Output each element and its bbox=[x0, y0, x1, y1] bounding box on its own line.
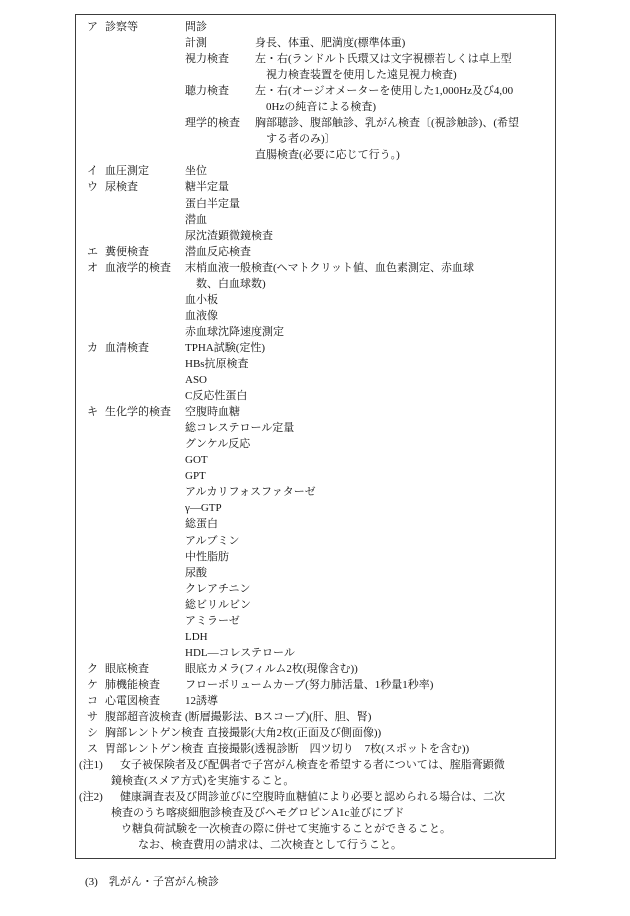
table-line bbox=[76, 565, 555, 581]
table-line bbox=[76, 163, 555, 179]
table-cell-nlab: (注2) bbox=[79, 791, 103, 804]
table-line bbox=[76, 420, 555, 436]
table-line bbox=[76, 308, 555, 324]
table-line bbox=[76, 340, 555, 356]
table-cell-cat: 胸部レントゲン検査 bbox=[105, 727, 204, 740]
table-cell-label: ウ bbox=[87, 181, 98, 194]
table-line bbox=[76, 789, 555, 805]
table-cell-item: 眼底カメラ(フィルム2枚(現像含む)) bbox=[185, 662, 358, 675]
table-line bbox=[76, 388, 555, 404]
table-line bbox=[76, 709, 555, 725]
table-line bbox=[76, 629, 555, 645]
table-cell-item: GPT bbox=[185, 470, 206, 483]
table-cell-item: 糖半定量 bbox=[185, 181, 229, 194]
table-line bbox=[76, 404, 555, 420]
exam-items-border-box bbox=[75, 14, 556, 859]
exam-table-body bbox=[76, 19, 555, 853]
table-cell-cat: 血液学的検査 bbox=[105, 261, 171, 274]
table-line bbox=[76, 484, 555, 500]
table-line bbox=[76, 356, 555, 372]
table-cell-detc: する者のみ)〕 bbox=[266, 133, 336, 146]
table-line bbox=[76, 741, 555, 757]
table-cell-item: 総蛋白 bbox=[185, 518, 218, 531]
table-cell-det: 身長、体重、肥満度(標準体重) bbox=[255, 37, 406, 50]
table-cell-item: GOT bbox=[185, 454, 208, 467]
table-cell-item: アルカリフォスファターゼ bbox=[185, 486, 316, 499]
table-cell-item: グンケル反応 bbox=[185, 438, 251, 451]
table-line bbox=[76, 276, 555, 292]
table-cell-label: エ bbox=[87, 245, 98, 258]
table-line bbox=[76, 693, 555, 709]
table-line bbox=[76, 51, 555, 67]
table-line bbox=[76, 436, 555, 452]
table-cell-label: シ bbox=[87, 727, 98, 740]
table-cell-det: 胸部聴診、腹部触診、乳がん検査〔(視診触診)、(希望 bbox=[255, 117, 519, 130]
table-line bbox=[76, 228, 555, 244]
table-cell-item: クレアチニン bbox=[185, 582, 251, 595]
table-cell-item: 潜血反応検査 bbox=[185, 245, 251, 258]
table-cell-nlab: (注1) bbox=[79, 759, 103, 772]
table-cell-item2: 直接撮影(透視診断 四ツ切り 7枚(スポットを含む)) bbox=[207, 743, 470, 756]
table-line bbox=[76, 500, 555, 516]
table-cell-cat: 心電図検査 bbox=[105, 694, 160, 707]
table-cell-det: 直腸検査(必要に応じて行う。) bbox=[255, 149, 400, 162]
table-cell-item: 12誘導 bbox=[185, 694, 218, 707]
table-cell-item: 視力検査 bbox=[185, 53, 229, 66]
table-cell-label: ア bbox=[87, 21, 98, 33]
table-cell-item: 中性脂肪 bbox=[185, 550, 229, 563]
table-cell-nc1: 検査のうち喀痰細胞診検査及びヘモグロビンA1c並びにブド bbox=[111, 807, 405, 820]
table-line bbox=[76, 805, 555, 821]
table-line bbox=[76, 115, 555, 131]
table-cell-cat: 胃部レントゲン検査 bbox=[105, 743, 204, 756]
table-line bbox=[76, 324, 555, 340]
table-cell-item: アミラーゼ bbox=[185, 614, 240, 627]
table-line bbox=[76, 19, 555, 35]
table-cell-detc: 0Hzの純音による検査) bbox=[266, 101, 376, 114]
table-cell-cat: 生化学的検査 bbox=[105, 406, 171, 419]
table-line bbox=[76, 35, 555, 51]
table-cell-item: 坐位 bbox=[185, 165, 207, 178]
table-cell-cat: 腹部超音波検査 bbox=[105, 711, 182, 724]
table-line bbox=[76, 549, 555, 565]
table-line bbox=[76, 581, 555, 597]
table-cell-item: 赤血球沈降速度測定 bbox=[185, 325, 284, 338]
table-cell-item: HDL―コレステロール bbox=[185, 646, 295, 659]
table-cell-item: ASO bbox=[185, 374, 208, 387]
table-cell-item: アルブミン bbox=[185, 534, 240, 547]
table-line bbox=[76, 196, 555, 212]
table-cell-label: カ bbox=[87, 341, 98, 354]
table-line bbox=[76, 821, 555, 837]
table-line bbox=[76, 99, 555, 115]
table-cell-item: LDH bbox=[185, 630, 208, 643]
table-cell-label: コ bbox=[87, 694, 98, 707]
table-line bbox=[76, 725, 555, 741]
table-line bbox=[76, 645, 555, 661]
table-line bbox=[76, 661, 555, 677]
table-cell-detc: 視力検査装置を使用した遠見視力検査) bbox=[266, 69, 457, 82]
table-cell-item: 空腹時血糖 bbox=[185, 406, 240, 419]
table-cell-item: 血液像 bbox=[185, 309, 218, 322]
table-line bbox=[76, 260, 555, 276]
table-cell-item: 蛋白半定量 bbox=[185, 197, 240, 210]
table-cell-itemc: 数、白血球数) bbox=[196, 277, 266, 290]
table-line bbox=[76, 757, 555, 773]
table-line bbox=[76, 131, 555, 147]
table-cell-nc3: なお、検査費用の請求は、二次検査として行うこと。 bbox=[138, 839, 402, 852]
table-cell-label: ケ bbox=[87, 678, 98, 691]
table-line bbox=[76, 613, 555, 629]
table-line bbox=[76, 516, 555, 532]
table-cell-item: フローボリュームカーブ(努力肺活量、1秒量1秒率) bbox=[185, 678, 434, 691]
table-cell-cat: 血圧測定 bbox=[105, 165, 149, 178]
table-cell-item: 尿酸 bbox=[185, 566, 207, 579]
table-line bbox=[76, 677, 555, 693]
table-line bbox=[76, 83, 555, 99]
table-line bbox=[76, 179, 555, 195]
table-cell-cat: 糞便検査 bbox=[105, 245, 149, 258]
table-cell-item: 計測 bbox=[185, 37, 207, 50]
table-cell-item: 総コレステロール定量 bbox=[185, 422, 295, 435]
table-cell-item: 問診 bbox=[185, 21, 207, 33]
table-line bbox=[76, 147, 555, 163]
table-cell-det: 左・右(オージオメーターを使用した1,000Hz及び4,00 bbox=[255, 85, 514, 98]
table-cell-item: 理学的検査 bbox=[185, 117, 240, 130]
table-cell-item: HBs抗原検査 bbox=[185, 357, 249, 370]
table-cell-item: γ―GTP bbox=[185, 502, 222, 515]
table-line bbox=[76, 67, 555, 83]
table-cell-label: オ bbox=[87, 261, 98, 274]
table-cell-item: 聴力検査 bbox=[185, 85, 229, 98]
table-line bbox=[76, 597, 555, 613]
table-cell-item: 血小板 bbox=[185, 293, 218, 306]
table-cell-ntext: 女子被保険者及び配偶者で子宮がん検査を希望する者については、腟脂膏顕微 bbox=[120, 759, 505, 772]
table-cell-label: キ bbox=[87, 406, 98, 419]
table-cell-cat: 血清検査 bbox=[105, 341, 149, 354]
table-cell-item2: 直接撮影(大角2枚(正面及び側面像)) bbox=[207, 727, 382, 740]
table-cell-cat: 尿検査 bbox=[105, 181, 138, 194]
table-cell-label: イ bbox=[87, 165, 98, 178]
table-line bbox=[76, 372, 555, 388]
table-cell-item: C反応性蛋白 bbox=[185, 390, 248, 403]
table-cell-nc1: 鏡検査(スメア方式)を実施すること。 bbox=[111, 775, 295, 788]
table-cell-item: 末梢血液一般検査(ヘマトクリット値、血色素測定、赤血球 bbox=[185, 261, 475, 274]
table-cell-label: ス bbox=[87, 743, 98, 756]
table-line bbox=[76, 244, 555, 260]
table-cell-item: 尿沈渣顕微鏡検査 bbox=[185, 229, 273, 242]
table-line bbox=[76, 292, 555, 308]
table-cell-item: 総ビリルビン bbox=[185, 598, 251, 611]
table-line bbox=[76, 468, 555, 484]
table-cell-item: (断層撮影法、Bスコープ)(肝、胆、腎) bbox=[185, 711, 372, 724]
table-line bbox=[76, 533, 555, 549]
table-cell-label: ク bbox=[87, 662, 98, 675]
table-cell-cat: 眼底検査 bbox=[105, 662, 149, 675]
table-line bbox=[76, 837, 555, 853]
table-cell-nc2: ウ糖負荷試験を一次検査の際に併せて実施することができること。 bbox=[121, 823, 451, 836]
table-cell-det: 左・右(ランドルト氏環又は文字視標若しくは卓上型 bbox=[255, 53, 512, 66]
table-cell-item: 潜血 bbox=[185, 213, 207, 226]
table-line bbox=[76, 212, 555, 228]
table-cell-cat: 診察等 bbox=[105, 21, 138, 33]
table-cell-cat: 肺機能検査 bbox=[105, 678, 160, 691]
table-cell-label: サ bbox=[87, 711, 98, 724]
table-line bbox=[76, 452, 555, 468]
table-line bbox=[76, 773, 555, 789]
next-section-heading: (3) 乳がん・子宮がん検診 bbox=[85, 876, 219, 888]
table-cell-ntext: 健康調査表及び問診並びに空腹時血糖値により必要と認められる場合は、二次 bbox=[120, 791, 505, 804]
table-cell-item: TPHA試験(定性) bbox=[185, 341, 266, 354]
